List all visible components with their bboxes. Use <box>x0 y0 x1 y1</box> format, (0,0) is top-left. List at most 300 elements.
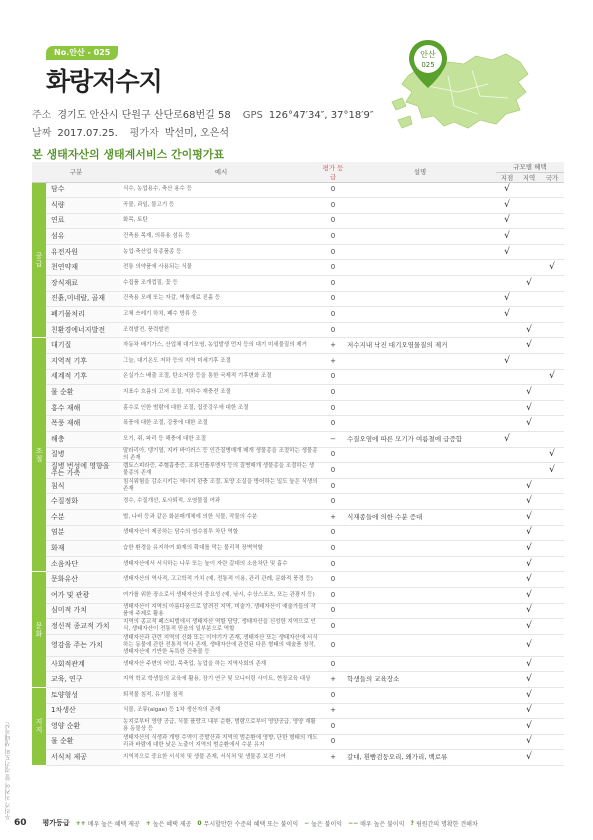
regional-check: √ <box>518 494 540 510</box>
table-row <box>32 572 564 588</box>
service-example: 수집품 조개껍질, 꽃 등 <box>120 276 322 292</box>
comment-cell: 학생들의 교육장소 <box>344 672 496 688</box>
service-example: 자동차 배기가스, 산업체 대기오염, 농업발생 먼지 등의 대기 미세물질의 제거 <box>120 338 322 354</box>
local-check: √ <box>496 432 518 448</box>
national-check <box>540 719 564 735</box>
regional-check: √ <box>518 656 540 672</box>
service-example: 말라리아, 댕기열, 지카 바이러스 등 인간질병매개 매개 생물종을 조절하는 생물종의 존재 <box>120 447 322 463</box>
table-row <box>32 338 564 354</box>
grade-cell: 0 <box>322 385 344 401</box>
service-example: 조력발전, 풍력발전 <box>120 322 322 338</box>
regional-check: √ <box>518 276 540 292</box>
grade-cell: 0 <box>322 416 344 432</box>
regional-check <box>518 291 540 307</box>
grade-cell: 0 <box>322 541 344 557</box>
header-grade: 평가 등급 <box>322 163 344 181</box>
service-example: 폭풍에 대한 조절, 강풍에 대한 조절 <box>120 416 322 432</box>
table-row <box>32 400 564 416</box>
service-name: 문화유산 <box>46 572 120 588</box>
national-check <box>540 509 564 525</box>
comment-cell <box>344 634 496 656</box>
comment-cell <box>344 525 496 541</box>
service-name: 해충 <box>46 432 120 448</box>
national-check <box>540 634 564 656</box>
local-check <box>496 656 518 672</box>
table-row <box>32 703 564 719</box>
grade-cell: 0 <box>322 656 344 672</box>
table-row <box>32 687 564 703</box>
service-example: 습한 환경을 유지하여 화재의 확대를 막는 물리적 장벽역할 <box>120 541 322 557</box>
regional-check: √ <box>518 734 540 750</box>
comment-cell <box>344 447 496 463</box>
comment-cell <box>344 276 496 292</box>
grade-cell: 0 <box>322 734 344 750</box>
comment-cell <box>344 182 496 198</box>
local-check <box>496 703 518 719</box>
service-example: 농지로부터 영양 공급, 식물 플랑크 내부 순환, 범람으로부터 영양공급, 영양 재활용 동물상 등 <box>120 719 322 735</box>
grade-cell: 0 <box>322 260 344 276</box>
comment-cell: 식재종들에 의한 수분 증대 <box>344 509 496 525</box>
regional-check: √ <box>518 750 540 766</box>
national-check <box>540 400 564 416</box>
map-island-1 <box>392 98 406 110</box>
table-row <box>32 213 564 229</box>
regional-check <box>518 260 540 276</box>
legend-text: 높은 불이익 <box>311 820 343 828</box>
header-local: 지점 <box>496 172 518 182</box>
category-label <box>32 687 46 765</box>
national-check <box>540 432 564 448</box>
legend-text: 매우 높은 불이익 <box>360 820 405 828</box>
category-label <box>32 182 46 338</box>
comment-cell <box>344 385 496 401</box>
local-check <box>496 672 518 688</box>
national-check <box>540 603 564 619</box>
category-label-text: 지지 <box>35 718 43 735</box>
regional-check: √ <box>518 509 540 525</box>
service-name: 세계적 기후 <box>46 369 120 385</box>
comment-cell <box>344 703 496 719</box>
table-row <box>32 447 564 463</box>
side-vertical-text: 우리가 지켜야 할 경기도의 생태자산 <box>5 722 12 820</box>
national-check <box>540 587 564 603</box>
service-example: 생태자산과 관련 지역의 신화 또는 이야기가 존재, 생태자산 또는 생태자산에 서식하는 동물에 관한 전통적 역사 존재, 생태자산에 관련된 다른 형태의 예술품 창작, 생태자산에 기반한 독특한 건축물 등 <box>120 634 322 656</box>
local-check <box>496 541 518 557</box>
grade-cell: 0 <box>322 494 344 510</box>
table-body <box>32 182 564 765</box>
table-row <box>32 634 564 656</box>
national-check <box>540 703 564 719</box>
regional-check <box>518 182 540 198</box>
local-check <box>496 400 518 416</box>
grade-cell: 0 <box>322 619 344 635</box>
grade-cell: 0 <box>322 587 344 603</box>
grade-cell: 0 <box>322 525 344 541</box>
service-name: 진흙,미네랄, 골재 <box>46 291 120 307</box>
address-value: 경기도 안산시 단원구 산단로68번길 58 <box>57 110 231 121</box>
service-example: 지역적으로 중요한 서식처 및 생물 존재, 서식처 및 생물종 보전 기여 <box>120 750 322 766</box>
service-example: 농업·축산업 육종품종 등 <box>120 244 322 260</box>
legend-symbol: − <box>304 819 310 827</box>
comment-cell <box>344 369 496 385</box>
legend-symbol: 0 <box>197 819 202 827</box>
table-row <box>32 198 564 214</box>
grade-cell: 0 <box>322 556 344 572</box>
service-example: 생태자산의 역사적, 고고학적 가치 (예, 전통적 이용, 관리 관례, 문화적 풍경 등) <box>120 572 322 588</box>
comment-cell <box>344 656 496 672</box>
service-name: 폐기물처리 <box>46 307 120 323</box>
local-check <box>496 687 518 703</box>
gps-label: GPS <box>242 110 263 121</box>
comment-cell <box>344 244 496 260</box>
service-name: 대기질 <box>46 338 120 354</box>
table-row <box>32 260 564 276</box>
local-check <box>496 478 518 494</box>
regional-check <box>518 244 540 260</box>
service-name: 수분 <box>46 509 120 525</box>
service-name: 침식 <box>46 478 120 494</box>
local-check <box>496 719 518 735</box>
local-check <box>496 416 518 432</box>
service-name: 사회적관계 <box>46 656 120 672</box>
date-label: 날짜 <box>32 128 52 139</box>
local-check <box>496 276 518 292</box>
service-name: 화재 <box>46 541 120 557</box>
service-name: 소음차단 <box>46 556 120 572</box>
comment-cell <box>344 541 496 557</box>
service-name: 폭풍 재해 <box>46 416 120 432</box>
grade-cell: 0 <box>322 244 344 260</box>
service-example: 곡물, 과일, 물고기 등 <box>120 198 322 214</box>
local-check <box>496 572 518 588</box>
comment-cell <box>344 734 496 750</box>
comment-cell <box>344 354 496 370</box>
local-check <box>496 750 518 766</box>
local-check <box>496 587 518 603</box>
regional-check: √ <box>518 322 540 338</box>
legend-text: 림원간의 명확한 견해차 <box>416 820 478 828</box>
service-example: 정수, 수질개선, 토사퇴적, 오염물질 여과 <box>120 494 322 510</box>
national-check <box>540 541 564 557</box>
address-label: 주소 <box>32 110 52 121</box>
regional-check <box>518 463 540 479</box>
service-name: 1차생산 <box>46 703 120 719</box>
local-check <box>496 734 518 750</box>
comment-cell <box>344 494 496 510</box>
service-example: 지표수 흐름의 고저 조절, 지하수 재충전 조절 <box>120 385 322 401</box>
table-row <box>32 276 564 292</box>
local-check <box>496 338 518 354</box>
regional-check: √ <box>518 525 540 541</box>
table-row <box>32 556 564 572</box>
local-check <box>496 463 518 479</box>
comment-cell <box>344 587 496 603</box>
regional-check: √ <box>518 672 540 688</box>
grade-cell: + <box>322 672 344 688</box>
regional-check <box>518 369 540 385</box>
rater-label: 평가자 <box>129 128 159 139</box>
local-check <box>496 260 518 276</box>
service-name: 서식처 제공 <box>46 750 120 766</box>
comment-cell <box>344 322 496 338</box>
grade-cell: + <box>322 509 344 525</box>
table-row <box>32 494 564 510</box>
national-check <box>540 198 564 214</box>
service-example: 식물, 조류(algae) 등 1차 생산자의 존재 <box>120 703 322 719</box>
national-check: √ <box>540 463 564 479</box>
category-label-text: 조절 <box>35 446 43 463</box>
legend-text: 매우 높은 혜택 제공 <box>87 820 140 828</box>
comment-cell <box>344 307 496 323</box>
table-row <box>32 463 564 479</box>
regional-check <box>518 198 540 214</box>
comment-cell <box>344 478 496 494</box>
table-row <box>32 750 564 766</box>
pin-label-top: 안산 <box>420 50 436 59</box>
service-example: 여가를 위한 장소로서 생태자산의 중요성 (예, 낚시, 수상스포츠, 또는 관광지 등) <box>120 587 322 603</box>
national-check <box>540 494 564 510</box>
evaluation-table <box>32 162 564 766</box>
regional-check: √ <box>518 338 540 354</box>
regional-check: √ <box>518 719 540 735</box>
asset-code-badge <box>46 46 118 60</box>
local-check: √ <box>496 307 518 323</box>
legend-symbol: + <box>145 819 151 827</box>
grade-cell: 0 <box>322 719 344 735</box>
service-name: 질병 <box>46 447 120 463</box>
local-check <box>496 494 518 510</box>
date-value: 2017.07.25. <box>57 128 118 139</box>
service-example: 생태자산 주변의 어업, 목축업, 농업을 하는 지역사회의 존재 <box>120 656 322 672</box>
table-row <box>32 229 564 245</box>
category-label <box>32 338 46 572</box>
regional-check <box>518 432 540 448</box>
national-check <box>540 291 564 307</box>
national-check <box>540 338 564 354</box>
regional-check: √ <box>518 541 540 557</box>
comment-cell <box>344 229 496 245</box>
service-name: 지역적 기후 <box>46 354 120 370</box>
service-example: 퇴적물 침적, 유기물 침적 <box>120 687 322 703</box>
regional-check: √ <box>518 587 540 603</box>
grade-cell: 0 <box>322 478 344 494</box>
table-row <box>32 587 564 603</box>
national-check <box>540 572 564 588</box>
local-check <box>496 369 518 385</box>
date-line <box>32 124 229 139</box>
service-example: 벌, 나비 등과 같은 화분매개체에 의한 식물, 작물의 수분 <box>120 509 322 525</box>
local-check <box>496 322 518 338</box>
local-check: √ <box>496 354 518 370</box>
regional-check <box>518 307 540 323</box>
service-example: 화목, 토탄 <box>120 213 322 229</box>
grade-cell: 0 <box>322 182 344 198</box>
page-title: 화랑저수지 <box>46 67 162 96</box>
service-example: 식수, 농업용수, 축산 용수 등 <box>120 182 322 198</box>
grade-cell: 0 <box>322 369 344 385</box>
grade-cell: 0 <box>322 687 344 703</box>
service-name: 토양형성 <box>46 687 120 703</box>
local-check <box>496 556 518 572</box>
service-name: 영감을 주는 가치 <box>46 634 120 656</box>
grade-cell: 0 <box>322 463 344 479</box>
legend-text: 높은 혜택 제공 <box>152 820 192 828</box>
national-check <box>540 750 564 766</box>
local-check <box>496 603 518 619</box>
table-row <box>32 307 564 323</box>
header-national: 국가 <box>540 172 564 182</box>
comment-cell <box>344 719 496 735</box>
comment-cell <box>344 291 496 307</box>
national-check <box>540 525 564 541</box>
national-check <box>540 734 564 750</box>
regional-check: √ <box>518 634 540 656</box>
table-row <box>32 385 564 401</box>
grade-cell: 0 <box>322 634 344 656</box>
service-example: 홍수로 인한 범람에 대한 조절, 집중강우에 대한 조절 <box>120 400 322 416</box>
page-number: 60 <box>14 818 27 828</box>
regional-check: √ <box>518 556 540 572</box>
regional-check: √ <box>518 416 540 432</box>
header-regional: 지역 <box>518 172 540 182</box>
table-row <box>32 525 564 541</box>
national-check <box>540 229 564 245</box>
comment-cell <box>344 603 496 619</box>
section-title: 본 생태자산의 생태계서비스 간이평가표 <box>32 148 225 161</box>
service-name: 질병 번성에 영향을 주는 가축 <box>46 463 120 479</box>
national-check <box>540 182 564 198</box>
grade-cell: + <box>322 703 344 719</box>
service-name: 연료 <box>46 213 120 229</box>
header-example: 예시 <box>120 162 322 182</box>
national-check: √ <box>540 369 564 385</box>
comment-cell <box>344 687 496 703</box>
local-check <box>496 385 518 401</box>
grade-cell: + <box>322 354 344 370</box>
service-example: 고체 쓰레기 하치, 폐수 방류 등 <box>120 307 322 323</box>
service-example: 건축용 모래 또는 자갈, 벽돌재료 진흙 등 <box>120 291 322 307</box>
service-name: 여가 및 관광 <box>46 587 120 603</box>
national-check <box>540 619 564 635</box>
local-check: √ <box>496 198 518 214</box>
table-header <box>32 162 564 182</box>
national-check <box>540 416 564 432</box>
grade-cell: 0 <box>322 229 344 245</box>
footer <box>14 814 580 832</box>
category-label <box>32 572 46 688</box>
service-name: 염분 <box>46 525 120 541</box>
national-check <box>540 385 564 401</box>
grade-cell: 0 <box>322 291 344 307</box>
comment-cell <box>344 572 496 588</box>
national-check <box>540 672 564 688</box>
regional-check: √ <box>518 572 540 588</box>
table-row <box>32 322 564 338</box>
service-name: 수질정화 <box>46 494 120 510</box>
local-check <box>496 447 518 463</box>
regional-check <box>518 354 540 370</box>
comment-cell <box>344 213 496 229</box>
national-check <box>540 354 564 370</box>
table-row <box>32 354 564 370</box>
rater-value: 박선미, 오은석 <box>164 128 230 139</box>
national-check <box>540 687 564 703</box>
category-label-text: 공급 <box>35 251 43 268</box>
local-check: √ <box>496 213 518 229</box>
table-row <box>32 619 564 635</box>
local-check <box>496 634 518 656</box>
service-example: 건축용 목재, 의류용 섬유 등 <box>120 229 322 245</box>
service-name: 담수 <box>46 182 120 198</box>
location-map <box>388 36 538 134</box>
service-name: 물 순환 <box>46 734 120 750</box>
address-line <box>32 106 374 121</box>
grade-cell: 0 <box>322 447 344 463</box>
service-example: 지역의 종교적 페스티벌에서 생태자산 역할 담당, 생태자산을 신성한 지역으로 인식, 생태자산이 전통적 믿음의 일부분으로 역할 <box>120 619 322 635</box>
table-row <box>32 416 564 432</box>
table-row <box>32 509 564 525</box>
comment-cell <box>344 260 496 276</box>
service-example: 전통 의약품에 사용되는 식물 <box>120 260 322 276</box>
service-name: 물 순환 <box>46 385 120 401</box>
comment-cell <box>344 400 496 416</box>
grade-cell: 0 <box>322 322 344 338</box>
table-row <box>32 369 564 385</box>
grade-cell: + <box>322 750 344 766</box>
service-name: 친환경에너지발전 <box>46 322 120 338</box>
legend-symbol: −− <box>348 819 359 827</box>
gps-value: 126°47′34″, 37°18′9″ <box>268 110 374 121</box>
service-name: 교육, 연구 <box>46 672 120 688</box>
service-example: 온실가스 배출 조절, 탄소저장 등을 통한 국제적 기후변화 조절 <box>120 369 322 385</box>
grade-cell: 0 <box>322 400 344 416</box>
regional-check: √ <box>518 619 540 635</box>
local-check <box>496 509 518 525</box>
national-check <box>540 213 564 229</box>
pin-label-bottom: 025 <box>421 61 435 69</box>
national-check <box>540 478 564 494</box>
local-check: √ <box>496 182 518 198</box>
grade-cell: − <box>322 432 344 448</box>
national-check: √ <box>540 447 564 463</box>
service-name: 유전자원 <box>46 244 120 260</box>
header-description: 설명 <box>344 162 496 182</box>
regional-check <box>518 213 540 229</box>
local-check: √ <box>496 229 518 245</box>
service-example: 생태자산이 지역의 아름다움으로 알려진 지역, 미술가, 생태자산이 예술가들의 작품에 주제로 활용 <box>120 603 322 619</box>
grade-cell: 0 <box>322 603 344 619</box>
header-scale: 규모별 혜택 <box>496 162 564 172</box>
service-name: 섬유 <box>46 229 120 245</box>
service-name: 식량 <box>46 198 120 214</box>
service-example: 렙토스피라증, 주혈흡충증, 조류인플루엔자 등의 질병매개 생물종을 조절하는 생물종의 존재 <box>120 463 322 479</box>
legend-symbol: ++ <box>75 819 86 827</box>
national-check: √ <box>540 260 564 276</box>
regional-check: √ <box>518 687 540 703</box>
national-check <box>540 307 564 323</box>
service-example: 생태자산이 제공하는 담수의 염수침투 차단 역할 <box>120 525 322 541</box>
table-row <box>32 291 564 307</box>
comment-cell <box>344 556 496 572</box>
service-name: 영양 순환 <box>46 719 120 735</box>
comment-cell: 저수지내 낙진 대기오염물질의 제거 <box>344 338 496 354</box>
service-example: 생태자산에서 서식하는 나무 또는 높이 자란 갈대의 소음차단 및 흡수 <box>120 556 322 572</box>
table-row <box>32 656 564 672</box>
table-row <box>32 672 564 688</box>
comment-cell <box>344 198 496 214</box>
grade-cell: 0 <box>322 198 344 214</box>
grade-cell: + <box>322 338 344 354</box>
